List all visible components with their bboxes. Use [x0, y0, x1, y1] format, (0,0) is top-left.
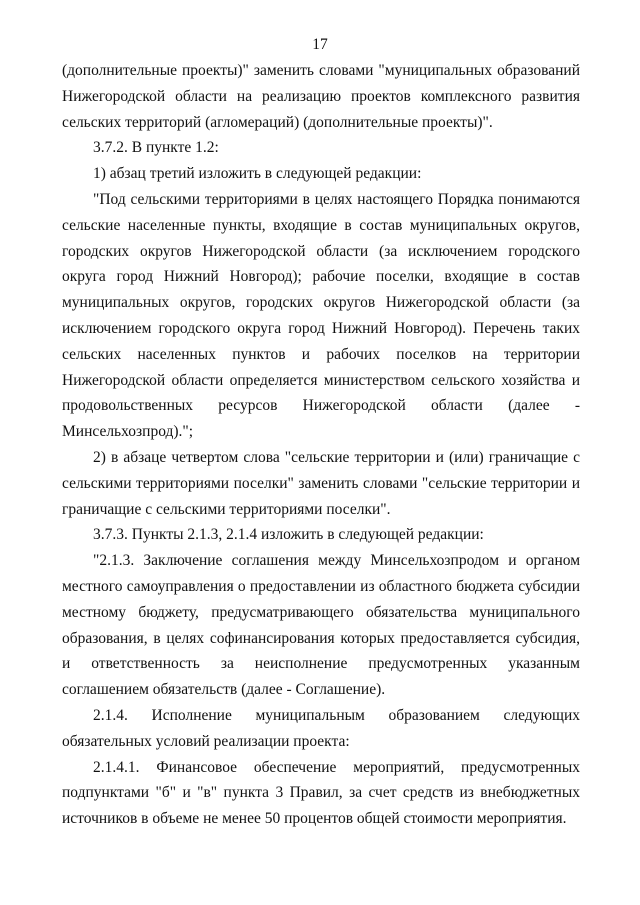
paragraph-item-2: 2) в абзаце четвертом слова "сельские территории и (или) граничащие с сельскими территориями поселки" заменить словами "сельские территории и граничащие с сельскими территориями поселки".	[62, 448, 580, 518]
paragraph-2-1-4: 2.1.4. Исполнение муниципальным образованием следующих обязательных условий реализации проекта:	[62, 706, 580, 750]
paragraph-3-7-3: 3.7.3. Пункты 2.1.3, 2.1.4 изложить в следующей редакции:	[93, 526, 484, 544]
paragraph-item-1: 1) абзац третий изложить в следующей редакции:	[93, 165, 422, 183]
document-body	[62, 58, 580, 832]
paragraph-3-7-2: 3.7.2. В пункте 1.2:	[93, 139, 219, 157]
paragraph-2-1-4-1: 2.1.4.1. Финансовое обеспечение мероприятий, предусмотренных подпунктами "б" и "в" пункта 3 Правил, за счет средств из внебюджетных источников в объеме не менее 50 процентов общей стоимости мероприятия.	[62, 758, 580, 828]
page-number: 17	[312, 36, 328, 53]
paragraph-2-1-3: "2.1.3. Заключение соглашения между Минсельхозпродом и органом местного самоуправления о предоставлении из областного бюджета субсидии местному бюджету, предусматривающего обязательства муниципального образования, в целях софинансирования которых предоставляется субсидия, и ответственность за неисполнение предусмотренных указанным соглашением обязательств (далее - Соглашение).	[62, 552, 580, 699]
paragraph-continuation: (дополнительные проекты)" заменить словами "муниципальных образований Нижегородской области на реализацию проектов комплексного развития сельских территорий (агломераций) (дополнительные проекты)".	[62, 62, 580, 131]
paragraph-rural-definition: "Под сельскими территориями в целях настоящего Порядка понимаются сельские населенные пункты, входящие в состав муниципальных округов, городских округов Нижегородской области (за исключением городского округа город Нижний Новгород); рабочие поселки, входящие в состав муниципальных округов, городских округов Нижегородской области (за исключением городского округа город Нижний Новгород). Перечень таких сельских населенных пунктов и рабочих поселков на территории Нижегородской области определяется министерством сельского хозяйства и продовольственных ресурсов Нижегородской области (далее - Минсельхозпрод).";	[62, 190, 580, 441]
